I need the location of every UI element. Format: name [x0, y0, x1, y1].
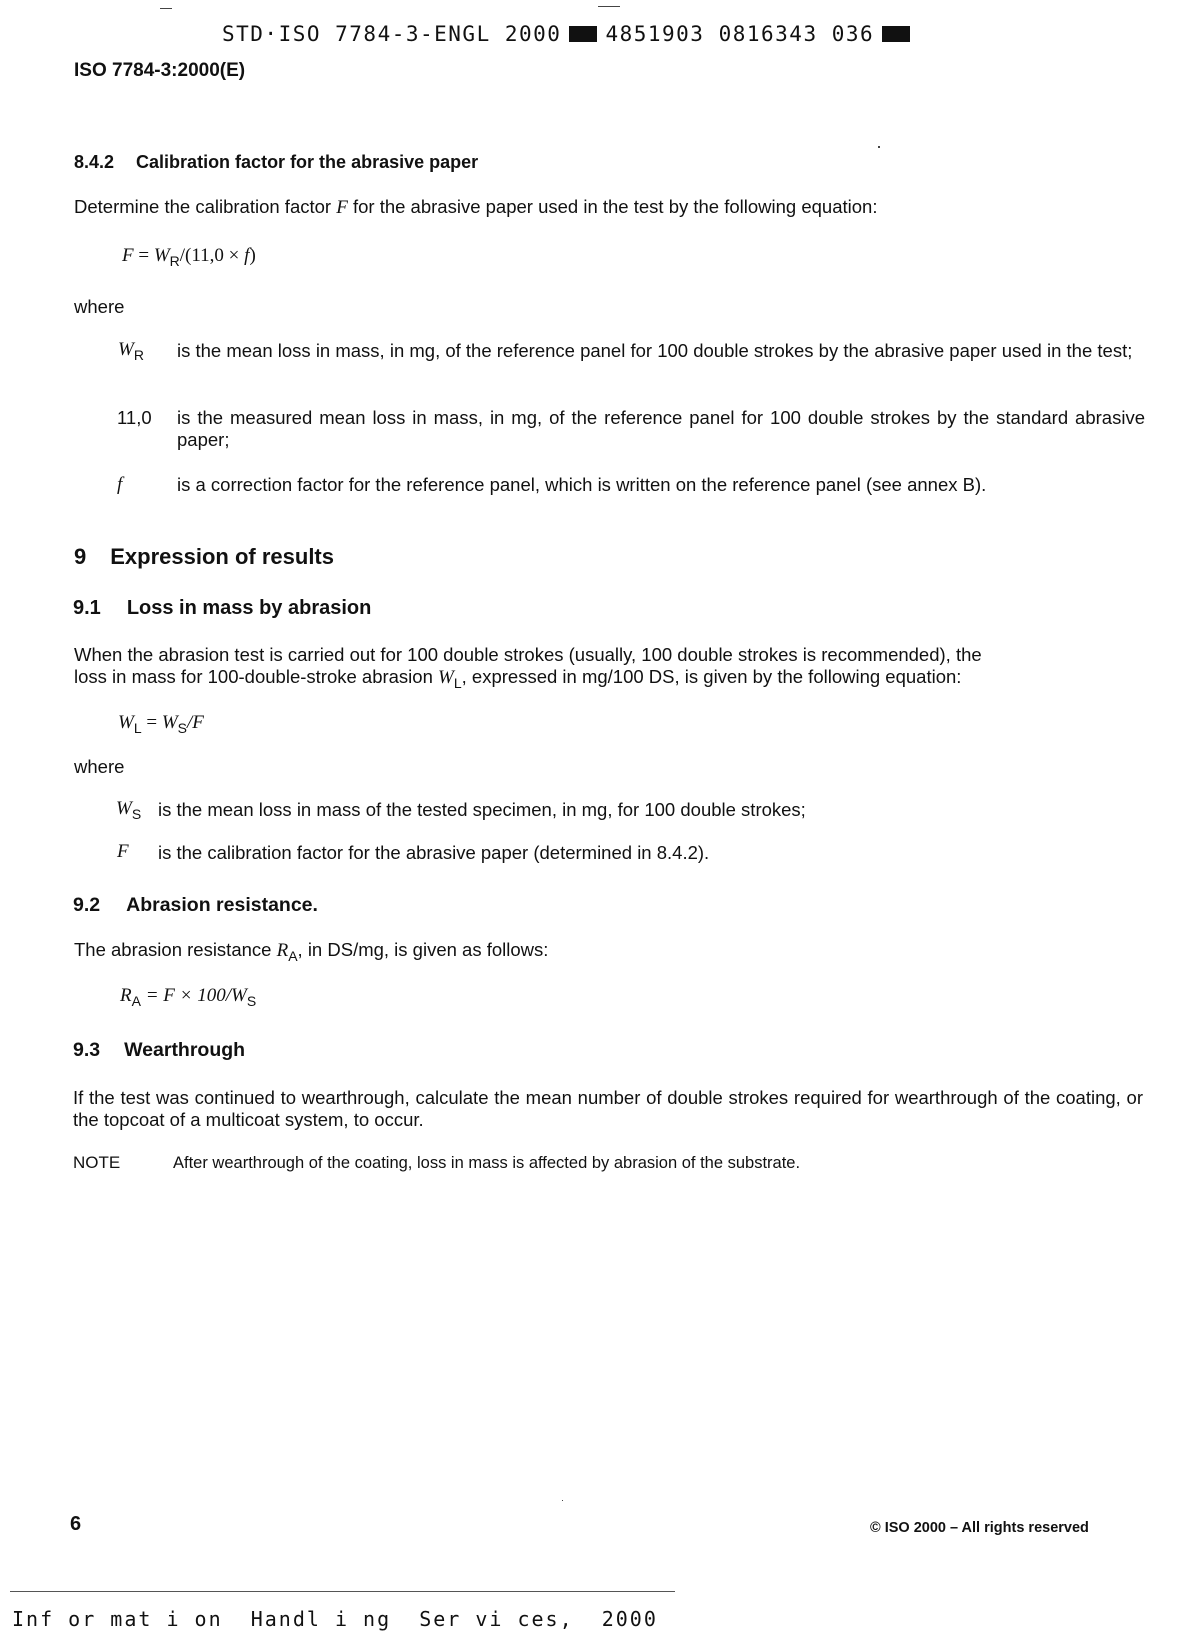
intro-text-end: for the abrasive paper used in the test by the following equation:	[347, 196, 878, 217]
scan-rule	[10, 1591, 675, 1592]
page-number: 6	[70, 1513, 82, 1535]
document-id: ISO 7784-3:2000(E)	[74, 60, 246, 81]
eq-part-end: )	[249, 245, 256, 266]
eq-w: W	[153, 245, 170, 266]
heading-9-3	[73, 1039, 245, 1062]
scan-speck	[598, 6, 620, 7]
heading-number: 9.3	[73, 1039, 101, 1061]
heading-9-1	[73, 597, 371, 620]
copyright: © ISO 2000 – All rights reserved	[870, 1520, 1089, 1536]
heading-9	[74, 544, 334, 570]
eq-lhs: F	[122, 245, 134, 266]
intro-text: Determine the calibration factor	[74, 196, 337, 217]
symbol-F: F	[336, 197, 348, 218]
heading-title: Loss in mass by abrasion	[126, 597, 372, 619]
def-symbol: 11,0	[117, 407, 152, 428]
scan-speck	[878, 146, 880, 148]
note-text: After wearthrough of the coating, loss in mass is affected by abrasion of the substrate.	[173, 1154, 801, 1172]
def-text: is a correction factor for the reference panel, which is written on the reference panel (see annex B).	[177, 474, 987, 495]
heading-title: Expression of results	[110, 544, 334, 569]
scan-code-b: 4851903 0816343 036	[605, 22, 875, 46]
def-text: is the measured mean loss in mass, in mg, of the reference panel for 100 double strokes by the standard abrasive paper;	[177, 407, 1145, 450]
heading-9-2	[73, 894, 318, 917]
scan-speck	[562, 1500, 563, 1501]
def-symbol: $W_S$	[116, 798, 142, 822]
wearthrough-para: If the test was continued to wearthrough, calculate the mean number of double strokes required for wearthrough of the coating, or the topcoat of a multicoat system, to occur.	[73, 1087, 1143, 1130]
loss-para-line1: When the abrasion test is carried out for 100 double strokes (usually, 100 double strokes is recommended), the	[74, 644, 982, 665]
eq-f: f	[244, 245, 250, 266]
equation-loss: $W_L = W_S/F$	[118, 712, 204, 736]
def-symbol: $W_R$	[118, 339, 144, 363]
scan-code-a: STD·ISO 7784-3-ENGL 2000	[222, 22, 562, 46]
heading-number: 9	[74, 544, 87, 569]
heading-number: 9.1	[73, 597, 101, 619]
def-symbol: F	[117, 841, 129, 862]
equation-calibration	[122, 245, 256, 269]
where-label: where	[74, 296, 125, 317]
def-symbol: f	[117, 474, 123, 495]
provider-line: Inf or mat i on Handl i ng Ser vi ces, 2000	[12, 1607, 658, 1631]
redaction-block	[882, 26, 910, 42]
loss-para-line2: loss in mass for 100-double-stroke abrasion $W_L$, expressed in mg/100 DS, is given by the following equation:	[74, 666, 962, 691]
heading-title: Abrasion resistance.	[126, 894, 318, 916]
eq-w-sub: R	[169, 253, 180, 269]
calibration-intro	[74, 196, 1154, 219]
where-label: where	[74, 756, 125, 777]
def-text: is the mean loss in mass of the tested specimen, in mg, for 100 double strokes;	[158, 799, 806, 820]
eq-part: /(11,0 ×	[179, 245, 245, 266]
resistance-para: The abrasion resistance $R_A$, in DS/mg, is given as follows:	[74, 939, 549, 964]
heading-number: 9.2	[73, 894, 101, 916]
heading-8-4-2	[74, 152, 478, 173]
scan-speck	[160, 8, 172, 9]
def-text: is the mean loss in mass, in mg, of the reference panel for 100 double strokes by the abrasive paper used in the test;	[177, 340, 1133, 361]
heading-title: Calibration factor for the abrasive paper	[136, 152, 479, 172]
equation-resistance: $R_A = F \times 100/W_S$	[120, 985, 257, 1009]
symbol-WL: $W_L$	[438, 667, 462, 691]
heading-number: 8.4.2	[74, 152, 115, 172]
scan-code-line	[222, 22, 918, 46]
def-text: is the calibration factor for the abrasive paper (determined in 8.4.2).	[158, 842, 710, 863]
redaction-block	[569, 26, 597, 42]
eq-sign: =	[133, 245, 154, 266]
note-label: NOTE	[73, 1153, 121, 1172]
heading-title: Wearthrough	[124, 1039, 246, 1061]
